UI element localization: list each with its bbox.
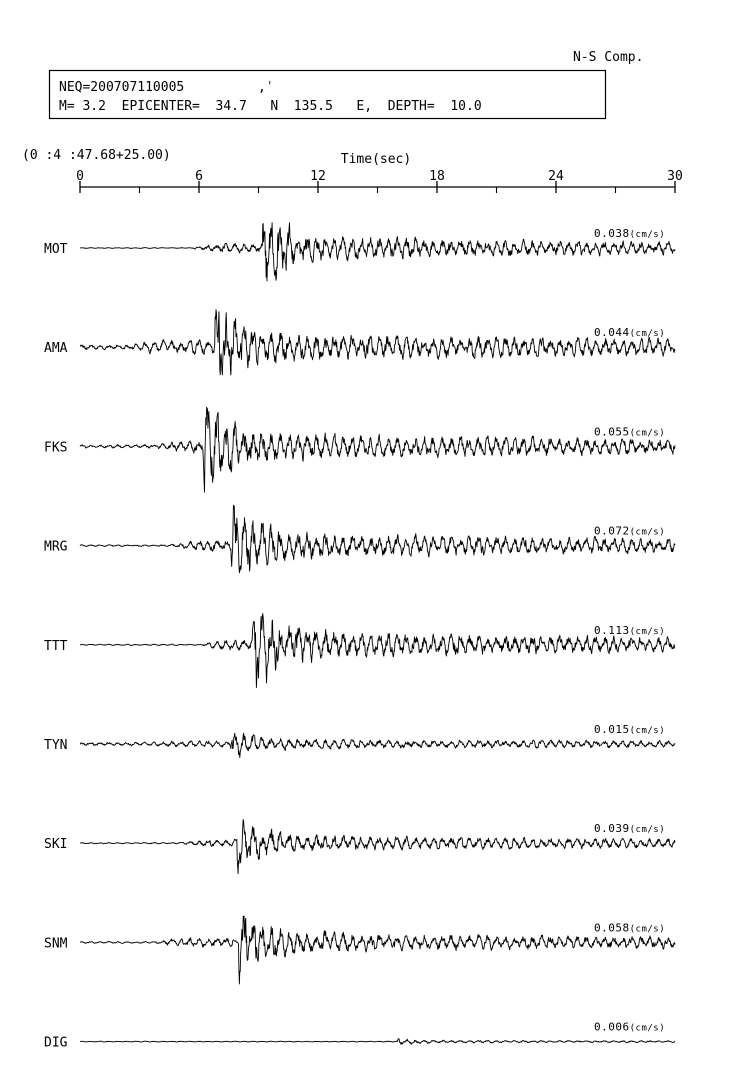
peak-value: 0.058 <box>594 921 630 935</box>
peak-amplitude-label <box>594 1021 665 1034</box>
peak-amplitude-label <box>594 822 665 835</box>
peak-unit: (cm/s) <box>629 726 666 736</box>
peak-amplitude-label <box>594 921 665 934</box>
peak-unit: (cm/s) <box>629 527 666 538</box>
waveform-line <box>80 820 675 874</box>
peak-amplitude-label <box>594 624 665 637</box>
event-mark: ,ˈ <box>258 80 274 95</box>
trace-mot <box>44 223 675 281</box>
peak-unit: (cm/s) <box>629 825 666 836</box>
waveform-line <box>80 916 675 984</box>
component-label: N-S Comp. <box>573 50 644 65</box>
waveform-line <box>80 310 675 375</box>
waveform-line <box>80 223 675 281</box>
event-parameters: M= 3.2 EPICENTER= 34.7 N 135.5 E, DEPTH= 10.0 <box>59 99 482 114</box>
station-label: SKI <box>44 837 68 853</box>
peak-unit: (cm/s) <box>629 924 666 935</box>
trace-snm <box>44 916 675 984</box>
trace-ttt <box>44 614 675 688</box>
station-label: DIG <box>44 1035 68 1051</box>
peak-unit: (cm/s) <box>629 230 666 240</box>
x-tick-label: 24 <box>548 169 564 184</box>
trace-dig <box>44 1021 675 1051</box>
peak-amplitude-label <box>594 425 665 438</box>
x-tick-label: 30 <box>667 169 683 184</box>
peak-value: 0.038 <box>594 227 630 240</box>
trace-ski <box>44 820 675 874</box>
peak-unit: (cm/s) <box>629 428 666 439</box>
peak-value: 0.044 <box>594 326 630 340</box>
waveform-line <box>80 1039 675 1045</box>
peak-amplitude-label <box>594 723 665 736</box>
trace-ama <box>44 310 675 375</box>
trace-tyn <box>44 723 675 758</box>
peak-value: 0.039 <box>594 822 630 836</box>
peak-unit: (cm/s) <box>629 1023 666 1034</box>
station-label: SNM <box>44 936 68 952</box>
peak-value: 0.055 <box>594 425 630 439</box>
peak-unit: (cm/s) <box>629 329 666 340</box>
peak-amplitude-label <box>594 326 665 339</box>
trace-mrg <box>44 505 675 572</box>
station-label: MOT <box>44 242 68 257</box>
peak-value: 0.113 <box>594 623 630 637</box>
waveform-line <box>80 505 675 572</box>
peak-value: 0.006 <box>594 1020 630 1034</box>
trace-fks <box>44 407 675 492</box>
origin-time: (0 :4 :47.68+25.00) <box>22 148 171 163</box>
traces-group <box>44 223 675 1051</box>
x-axis-title: Time(sec) <box>340 152 412 167</box>
station-label: AMA <box>44 341 68 357</box>
x-tick-label: 12 <box>310 169 326 184</box>
station-label: MRG <box>44 539 68 555</box>
waveform-line <box>80 407 675 492</box>
station-label: TYN <box>44 738 68 753</box>
time-axis <box>76 169 683 193</box>
x-tick-label: 18 <box>429 169 445 184</box>
x-tick-label: 0 <box>76 169 84 184</box>
peak-unit: (cm/s) <box>629 626 666 637</box>
waveform-line <box>80 614 675 688</box>
station-label: TTT <box>44 638 68 654</box>
station-label: FKS <box>44 440 68 456</box>
x-tick-label: 6 <box>195 169 203 184</box>
waveform-line <box>80 733 675 757</box>
peak-value: 0.072 <box>594 524 630 538</box>
event-id: NEQ=200707110005 <box>59 80 185 95</box>
peak-amplitude-label <box>594 525 665 538</box>
peak-value: 0.015 <box>594 723 630 736</box>
peak-amplitude-label <box>594 227 665 240</box>
